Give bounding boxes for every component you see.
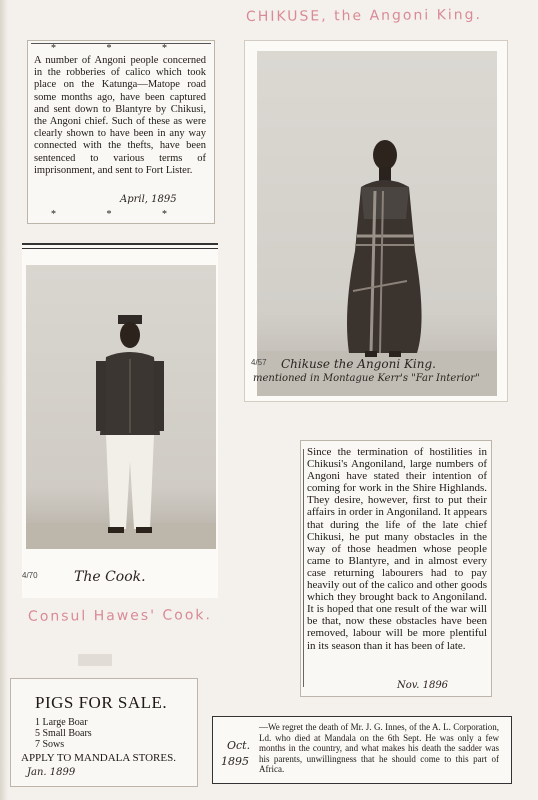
card-top-rule [22,243,218,245]
chikuse-photo-card [244,40,508,402]
chikuse-photograph [257,51,497,396]
clipping-stars-bottom: * * * [51,209,191,220]
cook-photo-card [22,243,218,598]
clipping-left-rule [303,449,304,687]
pigs-ad-item-1: 1 Large Boar [35,717,88,728]
innes-death-clipping [212,716,512,784]
innes-death-text: —We regret the death of Mr. J. G. Innes, of the A. L. Corporation, Ld. who died at Mandala on the 6th Sept. He was only a few months in the country, and what makes his death the sadder was his parents, unwillingness that he should come to this part of Africa. [259,722,499,774]
chikuse-ink-caption-line2: mentioned in Montague Kerr's "Far Interior" [253,373,480,384]
card-top-rule-2 [22,248,218,249]
album-page-edge [0,0,8,800]
pigs-ad-title: PIGS FOR SALE. [35,693,168,712]
chikuse-portrait-image [257,51,497,396]
cook-catalog-number: 4/70 [22,571,38,580]
pigs-ad-apply: APPLY TO MANDALA STORES. [21,752,176,764]
pigs-ad-date: Jan. 1899 [27,767,76,778]
cook-portrait-image [26,265,216,549]
angoni-robbery-clipping [27,40,215,224]
innes-date-year: 1895 [221,755,249,768]
pigs-ad-item-2: 5 Small Boars [35,728,92,739]
chikuse-ink-caption-line1: Chikuse the Angoni King. [281,357,436,371]
pigs-for-sale-ad [10,678,198,787]
chikuse-red-caption: CHIKUSE, the Angoni King. [245,6,483,26]
cook-red-caption: Consul Hawes' Cook. [27,607,213,625]
chikuse-catalog-number: 4/57 [251,358,267,367]
cook-photograph [26,265,216,549]
innes-date-month: Oct. [227,739,251,752]
pigs-ad-item-3: 7 Sows [35,739,65,750]
faint-pencil-mark [78,654,112,666]
angoni-robbery-text: A number of Angoni people concerned in the robberies of calico which took place on the Katunga—Matope road some months ago, have been captured and sent down to Blantyre by Chikusi, the Angoni chief. Such of these as were clearly shown to have been in any way connected with the thefts, have been sentenced to various terms of imprisonment, and sent to Fort Lister. [34,55,206,176]
clipping-date-april-1895: April, 1895 [120,194,177,205]
clipping-stars-top: * * * [51,43,191,54]
cook-ink-caption: The Cook. [74,569,146,585]
hostilities-clipping [300,440,492,697]
hostilities-text: Since the termination of hostilities in Chikusi's Angoniland, large numbers of Angoni have stated their intention of coming for work in the Shire Highlands. They desire, however, first to put their affairs in order in Angoniland. It appears that during the life of the late chief Chikusi, he put many obstacles in the way of those headmen whose people came to Blantyre, and in almost every case returning labourers had to pay heavily out of the calico and other goods which they brought back to Angoniland. It is hoped that one result of the war will be that, now these obstacles have been removed, labour will be more plentiful in its season than it has been of late. [307,446,487,652]
clipping-date-nov-1896: Nov. 1896 [397,680,449,691]
